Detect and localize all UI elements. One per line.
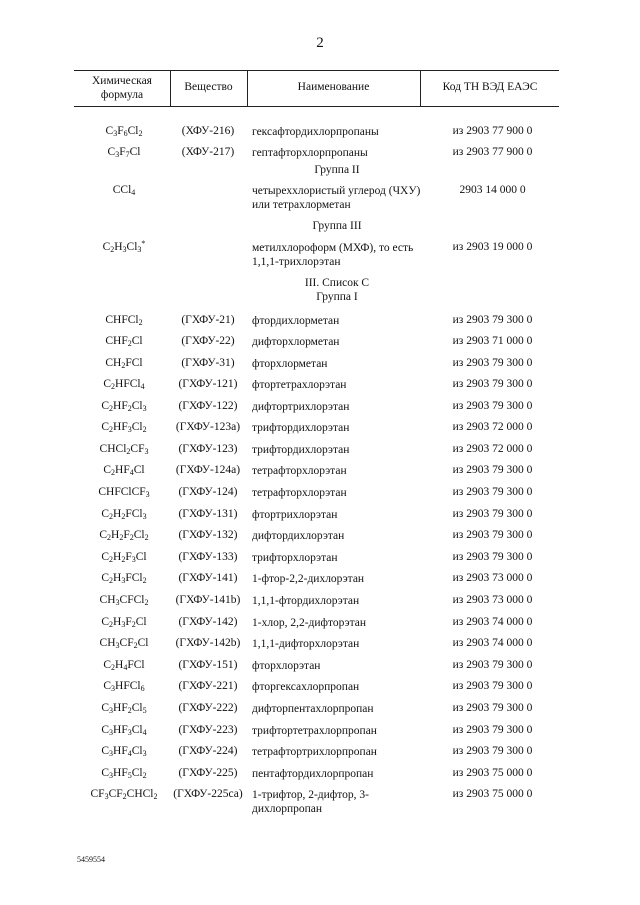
formula-cell: $C_2HF_4Cl$ (103, 464, 145, 477)
table-row (0, 594, 640, 614)
formula-cell: $C_2H_3F_2Cl$ (101, 616, 147, 629)
table-row (0, 637, 640, 657)
table-row (0, 314, 640, 334)
group-heading: Группа II (314, 164, 360, 176)
table-row (0, 616, 640, 636)
substance-cell: (ГХФУ-123) (178, 443, 238, 455)
name-cell: 1,1,1-фтордихлорэтан (252, 595, 360, 607)
substance-cell: (ГХФУ-221) (178, 680, 238, 692)
substance-cell: (ГХФУ-141b) (175, 594, 241, 606)
name-cell: дифтордихлорэтан (252, 530, 345, 542)
table-row (0, 184, 640, 211)
formula-cell: $C_3HFCl_6$ (103, 680, 145, 693)
table-row (0, 508, 640, 528)
header-code: Код ТН ВЭД ЕАЭС (442, 81, 538, 93)
name-cell: 1-трифтор, 2-дифтор, 3-дихлорпропан (252, 789, 369, 815)
formula-cell: $C_3F_6Cl_2$ (105, 125, 143, 138)
code-cell: из 2903 19 000 0 (452, 241, 533, 253)
code-cell: из 2903 74 000 0 (452, 616, 533, 628)
substance-cell: (ГХФУ-122) (178, 400, 238, 412)
substance-cell: (ГХФУ-31) (181, 357, 235, 369)
formula-cell: $C_2HF_3Cl_2$ (101, 421, 147, 434)
code-cell: из 2903 79 300 0 (452, 680, 533, 692)
document-number: 5459554 (77, 855, 105, 864)
name-cell: трифтортетрахлорпропан (252, 725, 377, 737)
name-cell: тетрафторхлорэтан (252, 487, 347, 499)
name-cell: метилхлороформ (МХФ), то есть 1,1,1-трихлорэтан (252, 242, 414, 268)
substance-cell: (ГХФУ-133) (178, 551, 238, 563)
name-cell: дифтортрихлорэтан (252, 401, 350, 413)
substance-cell: (ГХФУ-225) (178, 767, 238, 779)
name-cell: гептафторхлорпропаны (252, 147, 368, 159)
table-row (0, 724, 640, 744)
code-cell: из 2903 79 300 0 (452, 724, 533, 736)
substance-cell: (ГХФУ-124) (178, 486, 238, 498)
name-cell: дифторпентахлорпропан (252, 703, 374, 715)
table-row (0, 486, 640, 506)
code-cell: из 2903 79 300 0 (452, 659, 533, 671)
code-cell: из 2903 79 300 0 (452, 378, 533, 390)
formula-cell: $C_2H_2F_3Cl$ (101, 551, 147, 564)
name-cell: тетрафтортрихлорпропан (252, 746, 377, 758)
name-cell: фтордихлорметан (252, 315, 340, 327)
code-cell: из 2903 79 300 0 (452, 551, 533, 563)
code-cell: из 2903 79 300 0 (452, 508, 533, 520)
table-top-rule (74, 70, 559, 71)
table-row (0, 443, 640, 463)
formula-cell: $C_3HF_3Cl_4$ (101, 724, 147, 737)
substance-cell: (ГХФУ-225са) (173, 788, 243, 800)
code-cell: из 2903 79 300 0 (452, 529, 533, 541)
name-cell: четыреххлористый углерод (ЧХУ) или тетрахлорметан (252, 185, 421, 211)
header-formula: Химическая формула (92, 75, 152, 101)
substance-cell: (ГХФУ-151) (178, 659, 238, 671)
substance-cell: (ГХФУ-123а) (175, 421, 241, 433)
substance-cell: (ГХФУ-224) (178, 745, 238, 757)
table-row (0, 551, 640, 571)
code-cell: из 2903 79 300 0 (452, 464, 533, 476)
table-row (0, 335, 640, 355)
name-cell: гексафтордихлорпропаны (252, 126, 379, 138)
formula-cell: $CHCl_2CF_3$ (99, 443, 149, 456)
group-heading: III. Список С (304, 277, 370, 289)
table-row (0, 680, 640, 700)
formula-cell: $C_2HFCl_4$ (103, 378, 145, 391)
formula-cell: $C_2H_4FCl$ (103, 659, 145, 672)
table-row (0, 125, 640, 145)
name-cell: дифторхлорметан (252, 336, 340, 348)
formula-cell: CHFCl$_2$ (105, 314, 143, 327)
formula-cell: $C_2H_2FCl_3$ (101, 508, 147, 521)
formula-cell: CHFClCF$_3$ (98, 486, 150, 499)
group-heading: Группа III (312, 220, 362, 232)
code-cell: из 2903 72 000 0 (452, 421, 533, 433)
formula-cell: $C_3HF_5Cl_2$ (101, 767, 147, 780)
name-cell: тетрафторхлорэтан (252, 465, 347, 477)
substance-cell: (ГХФУ-131) (178, 508, 238, 520)
code-cell: из 2903 73 000 0 (452, 594, 533, 606)
formula-cell: $C_2H_2F_2Cl_2$ (99, 529, 149, 542)
code-cell: из 2903 77 900 0 (452, 125, 533, 137)
code-cell: из 2903 79 300 0 (452, 486, 533, 498)
code-cell: из 2903 73 000 0 (452, 572, 533, 584)
formula-cell: $C_3HF_4Cl_3$ (101, 745, 147, 758)
substance-cell: (ГХФУ-132) (178, 529, 238, 541)
formula-cell: $C_3F_7Cl$ (107, 146, 141, 159)
formula-cell: $C_3HF_2Cl_5$ (101, 702, 147, 715)
name-cell: 1,1,1-дифторхлорэтан (252, 638, 360, 650)
substance-cell: (ГХФУ-21) (181, 314, 235, 326)
formula-cell: $C_2HF_2Cl_3$ (101, 400, 147, 413)
name-cell: фторхлорэтан (252, 660, 321, 672)
substance-cell: (ГХФУ-223) (178, 724, 238, 736)
substance-cell: (ГХФУ-121) (178, 378, 238, 390)
formula-cell: CCl$_4$ (112, 184, 136, 197)
group-heading: Группа I (316, 291, 358, 303)
table-header-rule (74, 106, 559, 107)
table-row (0, 572, 640, 592)
header-name: Наименование (297, 81, 370, 93)
formula-cell: $CHF_2Cl$ (105, 335, 143, 348)
code-cell: из 2903 79 300 0 (452, 745, 533, 757)
name-cell: пентафтордихлорпропан (252, 768, 374, 780)
table-row (0, 378, 640, 398)
formula-cell: $CH_2FCl$ (105, 357, 143, 370)
table-row (0, 659, 640, 679)
name-cell: фтортетрахлорэтан (252, 379, 347, 391)
table-row (0, 421, 640, 441)
formula-cell: $CH_3CFCl_2$ (99, 594, 149, 607)
substance-cell: (ГХФУ-124а) (175, 464, 241, 476)
code-cell: из 2903 79 300 0 (452, 314, 533, 326)
table-row (0, 357, 640, 377)
code-cell: из 2903 75 000 0 (452, 767, 533, 779)
substance-cell: (ГХФУ-141) (178, 572, 238, 584)
name-cell: фтортрихлорэтан (252, 509, 338, 521)
code-cell: из 2903 71 000 0 (452, 335, 533, 347)
name-cell: трифторхлорэтан (252, 552, 338, 564)
name-cell: фторгексахлорпропан (252, 681, 360, 693)
formula-cell: $CH_3CF_2Cl$ (99, 637, 149, 650)
substance-cell: (ГХФУ-222) (178, 702, 238, 714)
code-cell: из 2903 72 000 0 (452, 443, 533, 455)
code-cell: 2903 14 000 0 (459, 184, 526, 196)
formula-cell: $C_2H_3Cl_3^*$ (102, 239, 146, 254)
name-cell: 1-хлор, 2,2-дифторэтан (252, 617, 367, 629)
header-substance: Вещество (184, 81, 233, 93)
table-row (0, 239, 640, 268)
name-cell: фторхлорметан (252, 358, 328, 370)
table-row (0, 788, 640, 815)
formula-cell: $C_2H_3FCl_2$ (101, 572, 147, 585)
name-cell: 1-фтор-2,2-дихлорэтан (252, 573, 365, 585)
name-cell: трифтордихлорэтан (252, 444, 350, 456)
name-cell: трифтордихлорэтан (252, 422, 350, 434)
table-row (0, 529, 640, 549)
code-cell: из 2903 79 300 0 (452, 702, 533, 714)
table-row (0, 767, 640, 787)
substance-cell: (ГХФУ-142b) (175, 637, 241, 649)
substance-cell: (ХФУ-216) (181, 125, 235, 137)
table-row (0, 464, 640, 484)
table-row (0, 400, 640, 420)
table-row (0, 702, 640, 722)
page-number: 2 (316, 35, 324, 51)
code-cell: из 2903 75 000 0 (452, 788, 533, 800)
substance-cell: (ГХФУ-142) (178, 616, 238, 628)
formula-cell: $CF_3CF_2CHCl_2$ (90, 788, 158, 801)
substance-cell: (ХФУ-217) (181, 146, 235, 158)
table-row (0, 745, 640, 765)
code-cell: из 2903 77 900 0 (452, 146, 533, 158)
code-cell: из 2903 79 300 0 (452, 400, 533, 412)
substance-cell: (ГХФУ-22) (181, 335, 235, 347)
code-cell: из 2903 74 000 0 (452, 637, 533, 649)
code-cell: из 2903 79 300 0 (452, 357, 533, 369)
